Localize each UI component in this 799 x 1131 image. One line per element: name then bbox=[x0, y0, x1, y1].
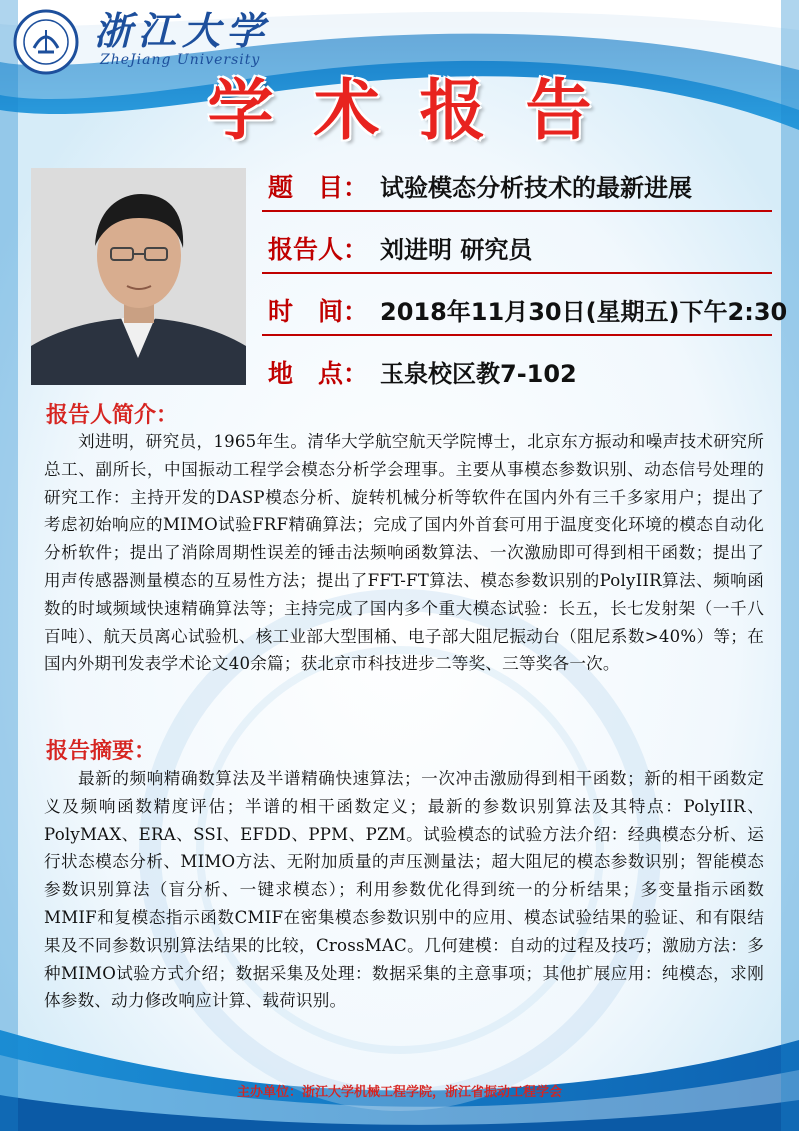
time-row bbox=[262, 286, 788, 336]
time-value: 2018年11月30日(星期五)下午2:30 bbox=[380, 298, 788, 326]
abstract-heading: 报告摘要： bbox=[46, 739, 157, 764]
university-name: 浙江大学 bbox=[94, 8, 271, 53]
abstract-text: 最新的频响精确数算法及半谱精确快速算法；一次冲击激励得到相干函数；新的相干函数定义及频响函数精度评估；半谱的相干函数定义；最新的参数识别算法及其特点：PolyIIR、PolyMAX、ERA、SSI、EFDD、PPM、PZM。试验模态的试验方法介绍：经典模态分析、运行状态模态分析、MIMO方法、无附加质量的声压测量法；超大阻尼的模态参数识别；智能模态参数识别算法（盲分析、一键求模态）；利用参数优化得到统一的分析结果；多变量指示函数MMIF和复模态指示函数CMIF在密集模态参数识别中的应用、模态试验结果的验证、和有限结果及不同参数识别算法结果的比较，CrossMAC。几何建模：自动的过程及技巧；激励方法：多种MIMO试验方式介绍；数据采集及处理：数据采集的主意事项；其他扩展应用：纯模态，求刚体参数、动力修改响应计算、载荷识别。 bbox=[44, 769, 764, 1011]
time-label: 时 间： bbox=[268, 297, 369, 326]
organizer-footer: 主办单位：浙江大学机械工程学院，浙江省振动工程学会 bbox=[236, 1085, 562, 1100]
speaker-row bbox=[262, 224, 772, 274]
page-title: 学术报告 bbox=[207, 72, 632, 149]
topic-label: 题 目： bbox=[268, 173, 369, 202]
place-value: 玉泉校区教7-102 bbox=[380, 360, 577, 388]
speaker-photo bbox=[31, 168, 246, 385]
divider bbox=[262, 334, 772, 336]
bio-heading: 报告人简介： bbox=[46, 403, 179, 428]
university-name-english: ZheJiang University bbox=[100, 52, 261, 68]
place-label: 地 点： bbox=[268, 359, 369, 388]
divider bbox=[262, 210, 772, 212]
topic-value: 试验模态分析技术的最新进展 bbox=[380, 174, 692, 202]
topic-row bbox=[262, 162, 772, 212]
speaker-label: 报告人： bbox=[268, 235, 369, 264]
place-row bbox=[262, 348, 772, 398]
divider bbox=[262, 272, 772, 274]
bio-text: 刘进明，研究员，1965年生。清华大学航空航天学院博士，北京东方振动和噪声技术研究所总工、副所长，中国振动工程学会模态分析学会理事。主要从事模态参数识别、动态信号处理的研究工作：主持开发的DASP模态分析、旋转机械分析等软件在国内外有三千多家用户；提出了考虑初始响应的MIMO试验FRF精确算法；完成了国内外首套可用于温度变化环境的模态自动化分析软件；提出了消除周期性误差的锤击法频响函数算法、一次激励即可得到相干函数；提出了用声传感器测量模态的互易性方法；提出了FFT-FT算法、模态参数识别的PolyIIR算法、频响函数的时域频域快速精确算法等；主持完成了国内多个重大模态试验：长五，长七发射架（一千八百吨）、航天员离心试验机、核工业部大型围桶、电子部大阻尼振动台（阻尼系数>40%）等；在国内外期刊发表学术论文40余篇；获北京市科技进步二等奖、三等奖各一次。 bbox=[44, 432, 764, 674]
speaker-value: 刘进明 研究员 bbox=[380, 236, 533, 264]
